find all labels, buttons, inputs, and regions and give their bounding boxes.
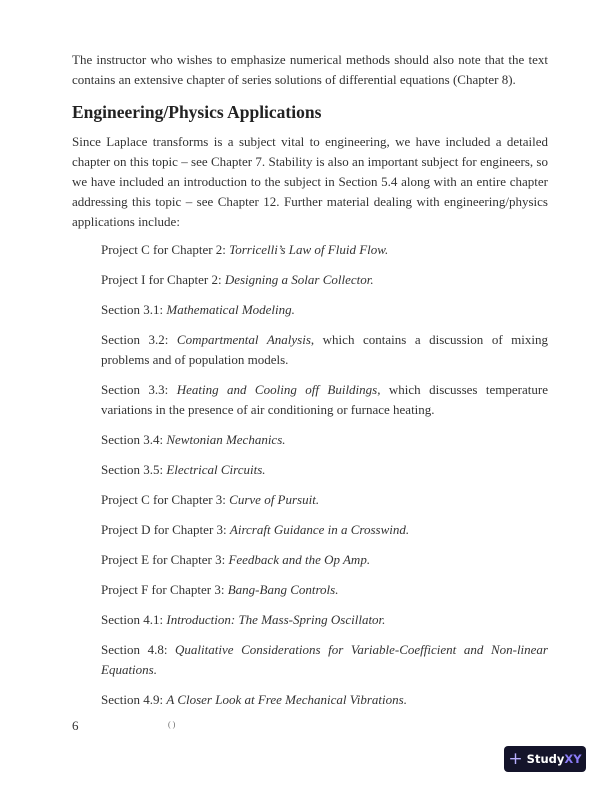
- item-title: Mathematical Modeling.: [166, 302, 295, 317]
- item-title: Curve of Pursuit.: [229, 492, 320, 507]
- list-item: [101, 380, 548, 420]
- item-prefix: Project E for Chapter 3:: [101, 552, 229, 567]
- studyxy-badge[interactable]: [504, 746, 586, 772]
- intro-paragraph: The instructor who wishes to emphasize numerical methods should also note that the text contains an extensive chapter of series solutions of differential equations (Chapter 8).: [72, 52, 548, 87]
- item-prefix: Section 3.3:: [101, 382, 177, 397]
- footer-mark: ( ): [168, 720, 176, 729]
- item-title: Newtonian Mechanics.: [166, 432, 286, 447]
- item-title: Compartmental Analysis: [176, 332, 311, 347]
- item-title: Introduction: The Mass-Spring Oscillator.: [166, 612, 386, 627]
- item-prefix: Section 3.4:: [101, 432, 167, 447]
- item-prefix: Project I for Chapter 2:: [101, 272, 225, 287]
- list-item: [101, 690, 548, 710]
- list-item: [101, 430, 548, 450]
- item-title: Electrical Circuits.: [166, 462, 266, 477]
- item-title: Qualitative Considerations for Variable-Coefficient and Non-linear Equations.: [101, 642, 548, 677]
- item-title: Torricelli’s Law of Fluid Flow.: [229, 242, 389, 257]
- item-prefix: Section 3.1:: [101, 302, 167, 317]
- item-prefix: Section 4.1:: [101, 612, 167, 627]
- plus-icon: +: [508, 748, 523, 769]
- item-prefix: Section 4.8:: [101, 642, 176, 657]
- item-title: Heating and Cooling off Buildings: [176, 382, 378, 397]
- list-item: [101, 520, 548, 540]
- item-title: Feedback and the Op Amp.: [228, 552, 371, 567]
- item-prefix: Project C for Chapter 2:: [101, 242, 230, 257]
- list-item: [101, 460, 548, 480]
- item-prefix: Section 3.5:: [101, 462, 167, 477]
- item-title: Aircraft Guidance in a Crosswind.: [229, 522, 410, 537]
- item-suffix: , which contains a discussion of mixing problems and of population models.: [101, 332, 549, 367]
- section-heading: Engineering/Physics Applications: [72, 102, 322, 122]
- badge-accent: XY: [564, 752, 582, 766]
- item-title: Bang-Bang Controls.: [227, 582, 339, 597]
- list-item: [101, 640, 548, 680]
- list-item: [101, 490, 548, 510]
- item-suffix: , which discusses temperature variations in the presence of air conditioning or furnace heating.: [101, 382, 548, 417]
- list-item: [101, 580, 548, 600]
- list-item: [101, 610, 548, 630]
- list-item: [101, 330, 548, 370]
- list-item: [101, 550, 548, 570]
- item-title: Designing a Solar Collector.: [224, 272, 374, 287]
- item-prefix: Project D for Chapter 3:: [101, 522, 230, 537]
- page-number: 6: [72, 718, 79, 733]
- badge-name: Study: [526, 752, 565, 766]
- item-prefix: Project F for Chapter 3:: [101, 582, 228, 597]
- item-prefix: Project C for Chapter 3:: [101, 492, 230, 507]
- list-item: [101, 270, 548, 290]
- list-item: [101, 300, 548, 320]
- body-paragraph: Since Laplace transforms is a subject vital to engineering, we have included a detailed chapter on this topic – see Chapter 7. Stability is also an important subject for engineers, so we have included an introduction to the subject in Section 5.4 along with an entire chapter addressing this topic – see Chapter 12. Further material dealing with engineering/physics applications include:: [72, 134, 548, 229]
- item-prefix: Section 3.2:: [101, 332, 177, 347]
- item-prefix: Section 4.9:: [101, 692, 167, 707]
- item-title: A Closer Look at Free Mechanical Vibrations.: [166, 692, 407, 707]
- list-item: [101, 240, 548, 260]
